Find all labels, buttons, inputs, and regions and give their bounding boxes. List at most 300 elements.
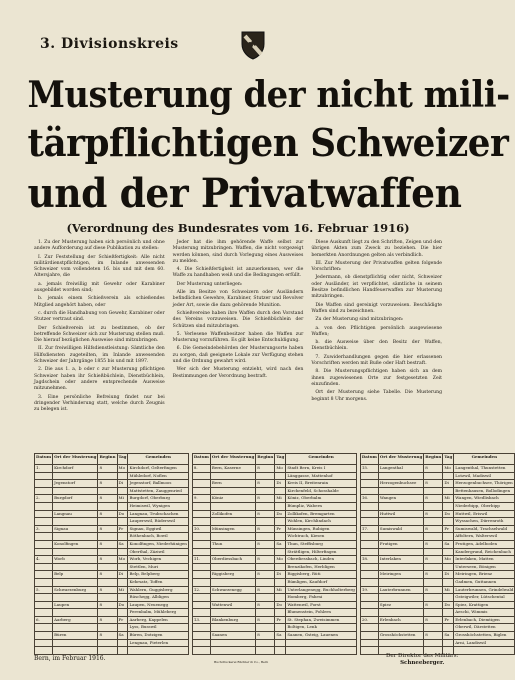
table-cell: 8. — [192, 465, 210, 473]
table-cell: Langenthal — [378, 465, 423, 473]
table-row — [192, 586, 356, 594]
table-cell: Röthenbach, Bowil — [128, 533, 188, 541]
table-row — [35, 502, 189, 510]
table-cell — [360, 624, 378, 632]
table-cell — [256, 624, 275, 632]
table-cell: Mi — [443, 586, 454, 594]
table-cell: Meiringen — [378, 571, 423, 579]
table-cell — [117, 502, 128, 510]
table-row — [360, 495, 515, 503]
table-cell: Sa — [275, 540, 286, 548]
table-cell — [275, 594, 286, 602]
table-cell: 17. — [360, 525, 378, 533]
table-cell: Frutigen — [378, 540, 423, 548]
table-row — [360, 609, 515, 617]
table-cell — [53, 578, 98, 586]
table-cell: Sumiswald — [378, 525, 423, 533]
table-cell: 8 — [256, 465, 275, 473]
table-cell: 8 — [256, 616, 275, 624]
table-cell: Oberdiessbach, Linden — [286, 556, 357, 564]
table-cell: Fr — [275, 525, 286, 533]
table-cell — [443, 609, 454, 617]
table-cell: Aarberg, Kappelen — [128, 616, 188, 624]
table-cell: Wattenwil, Forst — [286, 601, 357, 609]
table-cell — [117, 548, 128, 556]
text-column-3 — [311, 240, 442, 450]
table-cell — [35, 548, 53, 556]
table-cell: Büren — [53, 632, 98, 640]
table-cell — [53, 548, 98, 556]
table-cell — [443, 563, 454, 571]
table-cell: Zollikofen, Bremgarten — [286, 510, 357, 518]
table-cell: 19. — [360, 586, 378, 594]
table-cell — [192, 563, 210, 571]
table-cell: Thun — [210, 540, 255, 548]
table-cell: 8 — [98, 556, 117, 564]
table-cell: Mo — [443, 465, 454, 473]
paragraph: 6. Die Gemeindebehörden der Musterungsorte haben zu sorgen, daß geeignete Lokale zur Verfügung stehen und die Ordnung gewahrt wird. — [172, 346, 304, 365]
table-row — [35, 472, 189, 480]
table-cell — [192, 594, 210, 602]
table-cell: Wahlern, Guggisberg — [128, 586, 188, 594]
poster — [14, 8, 514, 672]
table-cell: 8 — [98, 632, 117, 640]
table-cell — [35, 624, 53, 632]
table-cell: Kehrsatz, Toffen — [128, 578, 188, 586]
table-cell: Lauterbrunnen, Grindelwald — [454, 586, 515, 594]
table-cell — [98, 594, 117, 602]
table-cell: Meiringen, Brienz — [454, 571, 515, 579]
paragraph: Zu der Musterung sind mitzubringen: — [315, 317, 404, 323]
table-cell: Langenthal, Thunstetten — [454, 465, 515, 473]
table-cell: Sa — [443, 540, 454, 548]
table-row — [192, 495, 356, 503]
table-cell — [424, 502, 443, 510]
table-cell: 8 — [256, 540, 275, 548]
table-cell — [192, 624, 210, 632]
table-row — [35, 563, 189, 571]
table-cell — [424, 487, 443, 495]
table-cell: 8 — [424, 465, 443, 473]
table-cell: Frutigen, Adelboden — [454, 540, 515, 548]
table-row — [192, 609, 356, 617]
table-cell: Mi — [275, 586, 286, 594]
table-cell: Jegenstorf — [53, 480, 98, 488]
table-cell — [192, 647, 210, 655]
table-cell: Lyss, Busswil — [128, 624, 188, 632]
table-cell — [378, 639, 423, 647]
table-row — [360, 632, 515, 640]
table-cell — [360, 548, 378, 556]
table-cell — [275, 548, 286, 556]
column-header: Tag — [117, 454, 128, 465]
table-cell: Bettenhausen, Bollodingen — [454, 487, 515, 495]
table-cell — [360, 487, 378, 495]
table-cell: Worb — [53, 556, 98, 564]
table-row — [360, 518, 515, 526]
table-cell: 8 — [256, 525, 275, 533]
table-cell: Mo — [275, 465, 286, 473]
table-cell: Belp, Belpberg — [128, 571, 188, 579]
paragraph: I. Zur Feststellung der Schießfertigkeit: Alle nicht militärdienstpflichtigen, im Inlande anwesenden Schweizer vom vollendeten 16. bis und mit dem 60. Altersjahre, die — [34, 254, 165, 279]
schedule-table — [34, 453, 189, 655]
table-cell — [275, 563, 286, 571]
table-cell: Köniz — [210, 495, 255, 503]
table-cell: Di — [275, 480, 286, 488]
table-cell: Mi — [117, 586, 128, 594]
table-cell: Herzogenbuchsee, Thörigen — [454, 480, 515, 488]
table-cell: Fr — [117, 525, 128, 533]
table-cell: 8 — [424, 540, 443, 548]
table-cell: Münsingen — [210, 525, 255, 533]
table-cell — [256, 563, 275, 571]
table-row — [360, 540, 515, 548]
table-cell — [35, 502, 53, 510]
table-cell — [98, 487, 117, 495]
title-line-1: Musterung der nicht mili- — [27, 74, 510, 116]
signer-title: Der Direktor des Militärs: — [386, 653, 459, 659]
paragraph: Jeder hat die ihm gehörende Waffe selbst zur Musterung mitzubringen. Waffen, die nicht vorgezeigt werden können, sind durch Vorlegung eines Ausweises zu melden. — [172, 240, 304, 264]
table-cell — [53, 624, 98, 632]
table-cell — [98, 548, 117, 556]
table-row — [360, 548, 515, 556]
table-row — [192, 556, 356, 564]
table-cell: Erlenbach, Diemtigen — [454, 616, 515, 624]
table-cell: Oberthal, Zäziwil — [128, 548, 188, 556]
table-row — [192, 510, 356, 518]
title-line-3: und der Privatwaffen — [27, 170, 462, 217]
table-cell — [360, 563, 378, 571]
column-header: Ort der Musterung — [53, 454, 98, 465]
table-cell — [443, 548, 454, 556]
table-cell — [378, 578, 423, 586]
table-cell: Signau, Eggiwil — [128, 525, 188, 533]
table-cell: Blumenstein, Pohlern — [286, 609, 357, 617]
paragraph: 8. Die Musterungspflichtigen haben sich an dem ihnen zugewiesenen Orte zur festgesetzten Zeit einzufinden. — [311, 369, 443, 387]
table-cell — [443, 487, 454, 495]
table-row — [35, 609, 189, 617]
table-row — [360, 594, 515, 602]
schedule-table — [192, 453, 357, 655]
table-row — [192, 540, 356, 548]
table-cell: Di — [117, 571, 128, 579]
table-cell: Do — [443, 601, 454, 609]
table-cell: Kandergrund, Reichenbach — [454, 548, 515, 556]
table-cell: Do — [117, 601, 128, 609]
table-row — [360, 563, 515, 571]
table-cell: Mi — [443, 495, 454, 503]
paragraph: Diese Auskunft liegt zu den Schriften, Zeigen und den übrigen Akten zum Zweck zu beziehen. Die hier bemerkten Anordnungen gelten als verbindlich. — [311, 240, 443, 258]
table-cell — [117, 594, 128, 602]
table-cell: Mo — [117, 465, 128, 473]
table-cell: Jegenstorf, Ballmoos — [128, 480, 188, 488]
table-cell — [35, 632, 53, 640]
table-cell — [443, 533, 454, 541]
table-cell — [117, 639, 128, 647]
paragraph: Jedermann, ob dienstpflichtig oder nicht, Schweizer oder Ausländer, ist verpflichtet, sämtliche in seinem Besitze befindlichen Handfeuerwaffen zur Musterung mitzubringen. — [311, 275, 443, 300]
table-cell — [424, 594, 443, 602]
table-cell: Schwarzenegg — [210, 586, 255, 594]
table-cell: Fr — [275, 616, 286, 624]
table-row — [192, 578, 356, 586]
table-cell — [35, 609, 53, 617]
table-cell — [256, 518, 275, 526]
table-cell: 15. — [360, 465, 378, 473]
table-cell: 20. — [360, 616, 378, 624]
table-cell: 8 — [98, 495, 117, 503]
table-cell — [275, 533, 286, 541]
table-cell: Grosshöchstetten, Biglen — [454, 632, 515, 640]
table-cell — [443, 639, 454, 647]
table-cell — [117, 578, 128, 586]
text-column-2 — [173, 240, 304, 450]
table-cell: 8 — [256, 556, 275, 564]
table-cell — [378, 563, 423, 571]
table-cell — [275, 609, 286, 617]
table-cell: 9. — [192, 495, 210, 503]
table-cell — [35, 472, 53, 480]
table-cell — [117, 487, 128, 495]
column-header: Beginn — [424, 454, 443, 465]
table-cell — [35, 647, 53, 655]
table-cell: St. Stephan, Zweisimmen — [286, 616, 357, 624]
table-cell: Huttwil, Eriswil — [454, 510, 515, 518]
table-cell — [117, 647, 128, 655]
table-cell: Arni, Landiswil — [454, 639, 515, 647]
table-cell: Köniz, Oberbalm — [286, 495, 357, 503]
table-cell — [378, 548, 423, 556]
table-cell — [275, 518, 286, 526]
table-cell: 8 — [256, 510, 275, 518]
table-row — [360, 578, 515, 586]
table-cell — [35, 540, 53, 548]
table-cell: Länggasse, Mattenhof — [286, 472, 357, 480]
table-cell — [53, 487, 98, 495]
table-cell — [192, 510, 210, 518]
table-cell: Büren, Dotzigen — [128, 632, 188, 640]
table-cell — [53, 472, 98, 480]
table-cell: Mo — [443, 556, 454, 564]
table-cell — [286, 639, 357, 647]
table-cell: 8 — [256, 632, 275, 640]
table-row — [35, 594, 189, 602]
column-header: Datum — [360, 454, 378, 465]
table-cell — [210, 518, 255, 526]
table-row — [192, 639, 356, 647]
table-cell — [53, 647, 98, 655]
table-cell — [98, 624, 117, 632]
table-cell — [192, 533, 210, 541]
table-cell: Aeschi, Wimmis — [454, 609, 515, 617]
table-cell: 8 — [98, 510, 117, 518]
paragraph: 2. Die aus 1. a, b oder c zur Musterung pflichtigen Schweizer haben ihr Schießbüchlein, Dienstbüchlein, Jagdschein oder andere entsprechende Ausweise mitzunehmen. — [34, 367, 165, 392]
table-cell: Do — [443, 510, 454, 518]
table-cell — [275, 647, 286, 655]
table-row — [192, 571, 356, 579]
table-cell — [360, 533, 378, 541]
table-cell — [275, 639, 286, 647]
table-row — [192, 632, 356, 640]
table-cell: Unterseen, Bönigen — [454, 563, 515, 571]
table-cell: Sa — [117, 540, 128, 548]
table-cell: 8 — [256, 586, 275, 594]
table-cell: Sa — [117, 632, 128, 640]
place-date: Bern, im Februar 1916. — [34, 655, 106, 662]
table-cell — [35, 594, 53, 602]
table-cell — [454, 647, 515, 655]
table-cell: Lauterbrunnen — [378, 586, 423, 594]
table-cell: Brenzikofen, Herbligen — [286, 563, 357, 571]
table-cell — [360, 510, 378, 518]
table-cell — [360, 609, 378, 617]
table-cell: 8 — [98, 525, 117, 533]
table-cell — [424, 578, 443, 586]
paragraph: b. die Ausweise über den Besitz der Waffen, Dienstbüchlein. — [311, 340, 443, 352]
paragraph: 4. Die Schießfertigkeit ist anzuerkennen, wer die Waffe zu handhaben weiß und die Bedingungen erfüllt. — [172, 267, 304, 279]
table-cell — [98, 578, 117, 586]
table-cell: Di — [275, 571, 286, 579]
table-cell: Konolfingen — [53, 540, 98, 548]
paragraph: 5. Verlesene Waffenbesitzer haben die Waffen zur Musterung vorzuführen. Es gilt keine Entschuldigung. — [172, 331, 304, 344]
shield-crest-icon — [240, 30, 266, 60]
table-cell: Interlaken — [378, 556, 423, 564]
table-row — [192, 472, 356, 480]
table-cell — [192, 518, 210, 526]
table-cell — [424, 518, 443, 526]
table-row — [35, 586, 189, 594]
table-cell — [53, 518, 98, 526]
table-row — [360, 533, 515, 541]
column-header: Datum — [35, 454, 53, 465]
table-cell: 8 — [256, 480, 275, 488]
table-cell — [210, 563, 255, 571]
table-row — [192, 548, 356, 556]
table-cell: Laupen — [53, 601, 98, 609]
table-row — [35, 480, 189, 488]
table-cell: Wyssachen, Dürrenroth — [454, 518, 515, 526]
table-cell: Belp — [53, 571, 98, 579]
table-cell: Di — [443, 480, 454, 488]
table-cell — [360, 480, 378, 488]
table-cell: Langnau — [53, 510, 98, 518]
body-text — [34, 240, 442, 450]
table-cell — [53, 533, 98, 541]
table-row — [192, 480, 356, 488]
table-cell — [424, 624, 443, 632]
table-cell — [210, 472, 255, 480]
table-cell: 8 — [98, 465, 117, 473]
table-cell: Saanen, Gsteig, Lauenen — [286, 632, 357, 640]
table-cell: Riggisberg, Rüti — [286, 571, 357, 579]
table-cell — [35, 487, 53, 495]
table-cell: Saanen — [210, 632, 255, 640]
table-cell — [256, 472, 275, 480]
table-cell: 8 — [424, 632, 443, 640]
table-cell: 2. — [35, 495, 53, 503]
table-cell: 5. — [35, 586, 53, 594]
table-cell: Lauperswil, Rüderswil — [128, 518, 188, 526]
table-row — [360, 502, 515, 510]
table-cell — [53, 639, 98, 647]
table-cell: Unterlangenegg, Buchholterberg — [286, 586, 357, 594]
table-cell: Kirchenfeld, Schosshalde — [286, 487, 357, 495]
column-header: Gemeinden — [286, 454, 357, 465]
table-cell: Stadt Bern, Kreis I — [286, 465, 357, 473]
table-cell: Rümligen, Kaufdorf — [286, 578, 357, 586]
table-cell — [424, 472, 443, 480]
table-cell — [35, 601, 53, 609]
table-cell — [35, 533, 53, 541]
table-cell — [192, 601, 210, 609]
table-cell: 8 — [424, 510, 443, 518]
table-cell — [378, 624, 423, 632]
column-header: Datum — [192, 454, 210, 465]
table-cell — [192, 487, 210, 495]
table-row — [192, 563, 356, 571]
table-cell: Wichtrach, Kiesen — [286, 533, 357, 541]
table-cell — [275, 487, 286, 495]
table-cell: 8 — [256, 571, 275, 579]
table-row — [35, 647, 189, 655]
table-cell — [117, 518, 128, 526]
table-row — [360, 639, 515, 647]
table-row — [360, 472, 515, 480]
table-cell — [360, 518, 378, 526]
table-cell — [378, 472, 423, 480]
table-cell — [210, 647, 255, 655]
table-cell — [378, 487, 423, 495]
table-cell: Erlenbach — [378, 616, 423, 624]
column-header: Beginn — [98, 454, 117, 465]
table-cell — [53, 502, 98, 510]
table-cell — [35, 518, 53, 526]
table-cell: 11. — [192, 556, 210, 564]
table-cell: Lengnau, Pieterlen — [128, 639, 188, 647]
title-line-2: tärpflichtigen Schweizer — [27, 120, 509, 165]
table-cell — [275, 472, 286, 480]
table-row — [192, 601, 356, 609]
table-cell: Oberdiessbach — [210, 556, 255, 564]
table-cell — [98, 563, 117, 571]
schedule-tables — [34, 453, 514, 645]
table-cell — [192, 632, 210, 640]
table-cell — [360, 594, 378, 602]
table-cell — [256, 502, 275, 510]
table-cell: Wangen, Wiedlisbach — [454, 495, 515, 503]
district-label: 3. Divisionskreis — [40, 36, 179, 52]
paragraph: Der Schießverein ist zu bestimmen, ob der betreffende Schweizer sich zur Musterung stellen muß. Die hierauf bezüglichen Ausweise sind mitzubringen. — [34, 325, 165, 344]
table-cell: Fr — [117, 616, 128, 624]
table-cell: Sa — [443, 632, 454, 640]
table-cell: 8 — [256, 601, 275, 609]
table-cell — [424, 533, 443, 541]
column-header: Tag — [443, 454, 454, 465]
table-cell: Wangen — [378, 495, 423, 503]
table-cell — [443, 502, 454, 510]
table-cell — [192, 578, 210, 586]
table-cell — [360, 571, 378, 579]
table-cell: 10. — [192, 525, 210, 533]
table-cell — [192, 609, 210, 617]
table-row — [35, 639, 189, 647]
table-row — [35, 548, 189, 556]
table-cell — [424, 609, 443, 617]
table-row — [360, 586, 515, 594]
table-row — [360, 510, 515, 518]
paragraph: Wer sich der Musterung entzieht, wird nach den Bestimmungen der Verordnung bestraft. — [172, 367, 304, 379]
table-cell — [210, 624, 255, 632]
table-cell — [360, 601, 378, 609]
